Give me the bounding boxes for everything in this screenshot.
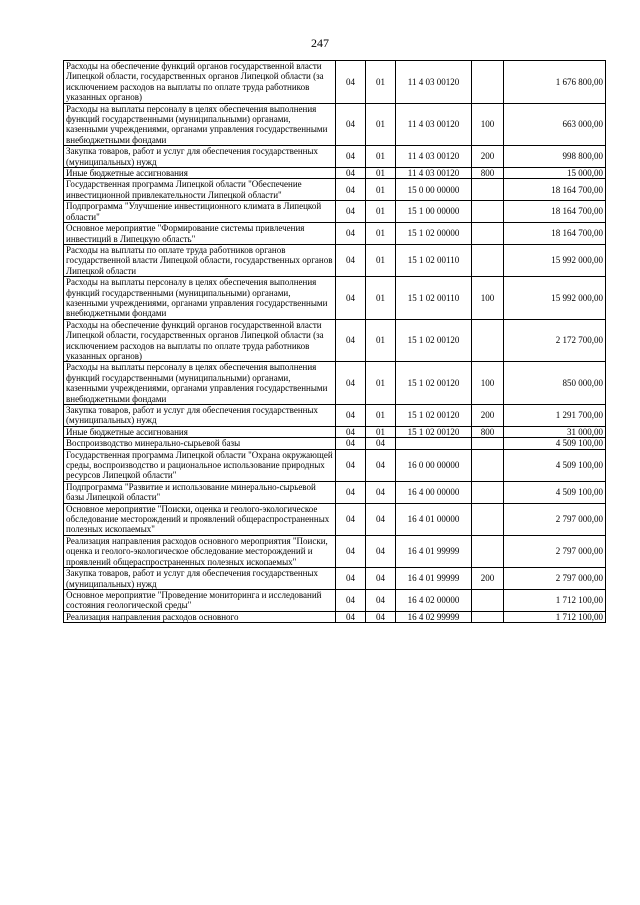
amount-cell: 18 164 700,00 xyxy=(504,179,606,201)
amount-cell: 2 797 000,00 xyxy=(504,503,606,535)
amount-cell: 18 164 700,00 xyxy=(504,223,606,245)
row-name-cell: Расходы на выплаты персоналу в целях обеспечения выполнения функций государственными (муниципальными) органами, казенными учреждениями, органами управления государственными внебюджетными фондами xyxy=(64,277,336,320)
expense-type-cell: 200 xyxy=(472,568,504,590)
expense-type-cell: 100 xyxy=(472,277,504,320)
row-name-cell: Подпрограмма "Развитие и использование минерально-сырьевой базы Липецкой области" xyxy=(64,481,336,503)
table-row xyxy=(64,589,606,611)
subsection-code-cell: 04 xyxy=(366,611,396,622)
target-article-cell: 11 4 03 00120 xyxy=(396,61,472,104)
row-name-cell: Закупка товаров, работ и услуг для обеспечения государственных (муниципальных) нужд xyxy=(64,568,336,590)
target-article-cell: 16 4 01 99999 xyxy=(396,535,472,567)
table-row xyxy=(64,481,606,503)
section-code-cell: 04 xyxy=(336,277,366,320)
amount-cell: 663 000,00 xyxy=(504,103,606,146)
row-name-cell: Расходы на выплаты по оплате труда работников органов государственной власти Липецкой области, государственных органов Липецкой области xyxy=(64,244,336,276)
budget-table-body xyxy=(64,61,606,623)
row-name-cell: Расходы на обеспечение функций органов государственной власти Липецкой области, государственных органов Липецкой области (за исключением расходов на выплаты по оплате труда работников указанных органов) xyxy=(64,61,336,104)
row-name-cell: Расходы на выплаты персоналу в целях обеспечения выполнения функций государственными (муниципальными) органами, казенными учреждениями, органами управления государственными внебюджетными фондами xyxy=(64,362,336,405)
subsection-code-cell: 04 xyxy=(366,481,396,503)
target-article-cell: 11 4 03 00120 xyxy=(396,168,472,179)
section-code-cell: 04 xyxy=(336,103,366,146)
target-article-cell: 16 0 00 00000 xyxy=(396,449,472,481)
row-name-cell: Государственная программа Липецкой области "Охрана окружающей среды, воспроизводство и рациональное использование природных ресурсов Липецкой области" xyxy=(64,449,336,481)
target-article-cell: 11 4 03 00120 xyxy=(396,146,472,168)
expense-type-cell xyxy=(472,503,504,535)
section-code-cell: 04 xyxy=(336,244,366,276)
subsection-code-cell: 01 xyxy=(366,362,396,405)
target-article-cell: 15 1 02 00110 xyxy=(396,277,472,320)
target-article-cell: 15 1 02 00110 xyxy=(396,244,472,276)
target-article-cell xyxy=(396,438,472,449)
amount-cell: 4 509 100,00 xyxy=(504,449,606,481)
table-row xyxy=(64,438,606,449)
subsection-code-cell: 01 xyxy=(366,179,396,201)
table-row xyxy=(64,244,606,276)
subsection-code-cell: 01 xyxy=(366,319,396,362)
amount-cell: 15 000,00 xyxy=(504,168,606,179)
row-name-cell: Основное мероприятие "Формирование системы привлечения инвестиций в Липецкую область" xyxy=(64,223,336,245)
expense-type-cell xyxy=(472,611,504,622)
amount-cell: 4 509 100,00 xyxy=(504,481,606,503)
table-row xyxy=(64,146,606,168)
amount-cell: 1 291 700,00 xyxy=(504,405,606,427)
subsection-code-cell: 04 xyxy=(366,535,396,567)
budget-table xyxy=(63,60,606,623)
amount-cell: 15 992 000,00 xyxy=(504,244,606,276)
expense-type-cell: 800 xyxy=(472,168,504,179)
row-name-cell: Иные бюджетные ассигнования xyxy=(64,426,336,437)
table-row xyxy=(64,277,606,320)
table-row xyxy=(64,223,606,245)
amount-cell: 2 797 000,00 xyxy=(504,568,606,590)
section-code-cell: 04 xyxy=(336,503,366,535)
target-article-cell: 16 4 00 00000 xyxy=(396,481,472,503)
expense-type-cell: 100 xyxy=(472,362,504,405)
expense-type-cell xyxy=(472,449,504,481)
section-code-cell: 04 xyxy=(336,362,366,405)
target-article-cell: 15 1 02 00120 xyxy=(396,426,472,437)
row-name-cell: Основное мероприятие "Поиски, оценка и геолого-экологическое обследование месторождений и проявлений общераспространенных полезных ископаемых" xyxy=(64,503,336,535)
subsection-code-cell: 01 xyxy=(366,168,396,179)
expense-type-cell: 800 xyxy=(472,426,504,437)
target-article-cell: 15 0 00 00000 xyxy=(396,179,472,201)
table-row xyxy=(64,611,606,622)
target-article-cell: 11 4 03 00120 xyxy=(396,103,472,146)
target-article-cell: 15 1 02 00120 xyxy=(396,405,472,427)
amount-cell: 1 676 800,00 xyxy=(504,61,606,104)
section-code-cell: 04 xyxy=(336,438,366,449)
row-name-cell: Иные бюджетные ассигнования xyxy=(64,168,336,179)
row-name-cell: Основное мероприятие "Проведение мониторинга и исследований состояния геологической среды" xyxy=(64,589,336,611)
subsection-code-cell: 01 xyxy=(366,61,396,104)
table-row xyxy=(64,319,606,362)
amount-cell: 18 164 700,00 xyxy=(504,201,606,223)
amount-cell: 850 000,00 xyxy=(504,362,606,405)
section-code-cell: 04 xyxy=(336,481,366,503)
table-row xyxy=(64,201,606,223)
subsection-code-cell: 01 xyxy=(366,103,396,146)
section-code-cell: 04 xyxy=(336,146,366,168)
subsection-code-cell: 04 xyxy=(366,589,396,611)
section-code-cell: 04 xyxy=(336,535,366,567)
section-code-cell: 04 xyxy=(336,449,366,481)
row-name-cell: Реализация направления расходов основного xyxy=(64,611,336,622)
section-code-cell: 04 xyxy=(336,426,366,437)
subsection-code-cell: 01 xyxy=(366,405,396,427)
row-name-cell: Закупка товаров, работ и услуг для обеспечения государственных (муниципальных) нужд xyxy=(64,146,336,168)
amount-cell: 15 992 000,00 xyxy=(504,277,606,320)
section-code-cell: 04 xyxy=(336,201,366,223)
row-name-cell: Реализация направления расходов основного мероприятия "Поиски, оценка и геолого-экологическое обследование месторождений и проявлений общераспространенных полезных ископаемых" xyxy=(64,535,336,567)
expense-type-cell: 100 xyxy=(472,103,504,146)
row-name-cell: Расходы на выплаты персоналу в целях обеспечения выполнения функций государственными (муниципальными) органами, казенными учреждениями, органами управления государственными внебюджетными фондами xyxy=(64,103,336,146)
expense-type-cell xyxy=(472,589,504,611)
section-code-cell: 04 xyxy=(336,568,366,590)
expense-type-cell: 200 xyxy=(472,146,504,168)
page-number: 247 xyxy=(311,36,329,50)
table-row xyxy=(64,535,606,567)
expense-type-cell xyxy=(472,319,504,362)
row-name-cell: Воспроизводство минерально-сырьевой базы xyxy=(64,438,336,449)
amount-cell: 1 712 100,00 xyxy=(504,611,606,622)
amount-cell: 998 800,00 xyxy=(504,146,606,168)
amount-cell: 1 712 100,00 xyxy=(504,589,606,611)
subsection-code-cell: 04 xyxy=(366,438,396,449)
expense-type-cell: 200 xyxy=(472,405,504,427)
table-row xyxy=(64,179,606,201)
table-row xyxy=(64,61,606,104)
target-article-cell: 16 4 01 00000 xyxy=(396,503,472,535)
subsection-code-cell: 01 xyxy=(366,146,396,168)
table-row xyxy=(64,426,606,437)
subsection-code-cell: 04 xyxy=(366,503,396,535)
expense-type-cell xyxy=(472,535,504,567)
target-article-cell: 15 1 02 00120 xyxy=(396,362,472,405)
section-code-cell: 04 xyxy=(336,223,366,245)
expense-type-cell xyxy=(472,223,504,245)
expense-type-cell xyxy=(472,244,504,276)
amount-cell: 2 172 700,00 xyxy=(504,319,606,362)
subsection-code-cell: 01 xyxy=(366,201,396,223)
table-row xyxy=(64,405,606,427)
section-code-cell: 04 xyxy=(336,405,366,427)
row-name-cell: Расходы на обеспечение функций органов государственной власти Липецкой области, государственных органов Липецкой области (за исключением расходов на выплаты по оплате труда работников указанных органов) xyxy=(64,319,336,362)
expense-type-cell xyxy=(472,179,504,201)
table-row xyxy=(64,568,606,590)
table-row xyxy=(64,503,606,535)
expense-type-cell xyxy=(472,61,504,104)
section-code-cell: 04 xyxy=(336,179,366,201)
target-article-cell: 15 1 00 00000 xyxy=(396,201,472,223)
table-row xyxy=(64,168,606,179)
subsection-code-cell: 04 xyxy=(366,568,396,590)
subsection-code-cell: 01 xyxy=(366,277,396,320)
expense-type-cell xyxy=(472,438,504,449)
subsection-code-cell: 04 xyxy=(366,449,396,481)
target-article-cell: 15 1 02 00120 xyxy=(396,319,472,362)
section-code-cell: 04 xyxy=(336,589,366,611)
subsection-code-cell: 01 xyxy=(366,244,396,276)
amount-cell: 4 509 100,00 xyxy=(504,438,606,449)
table-row xyxy=(64,103,606,146)
section-code-cell: 04 xyxy=(336,611,366,622)
row-name-cell: Подпрограмма "Улучшение инвестиционного климата в Липецкой области" xyxy=(64,201,336,223)
amount-cell: 31 000,00 xyxy=(504,426,606,437)
table-row xyxy=(64,449,606,481)
section-code-cell: 04 xyxy=(336,61,366,104)
row-name-cell: Закупка товаров, работ и услуг для обеспечения государственных (муниципальных) нужд xyxy=(64,405,336,427)
table-row xyxy=(64,362,606,405)
row-name-cell: Государственная программа Липецкой области "Обеспечение инвестиционной привлекательности Липецкой области" xyxy=(64,179,336,201)
section-code-cell: 04 xyxy=(336,319,366,362)
target-article-cell: 16 4 02 99999 xyxy=(396,611,472,622)
expense-type-cell xyxy=(472,201,504,223)
section-code-cell: 04 xyxy=(336,168,366,179)
subsection-code-cell: 01 xyxy=(366,223,396,245)
target-article-cell: 16 4 01 99999 xyxy=(396,568,472,590)
subsection-code-cell: 01 xyxy=(366,426,396,437)
target-article-cell: 16 4 02 00000 xyxy=(396,589,472,611)
amount-cell: 2 797 000,00 xyxy=(504,535,606,567)
target-article-cell: 15 1 02 00000 xyxy=(396,223,472,245)
expense-type-cell xyxy=(472,481,504,503)
